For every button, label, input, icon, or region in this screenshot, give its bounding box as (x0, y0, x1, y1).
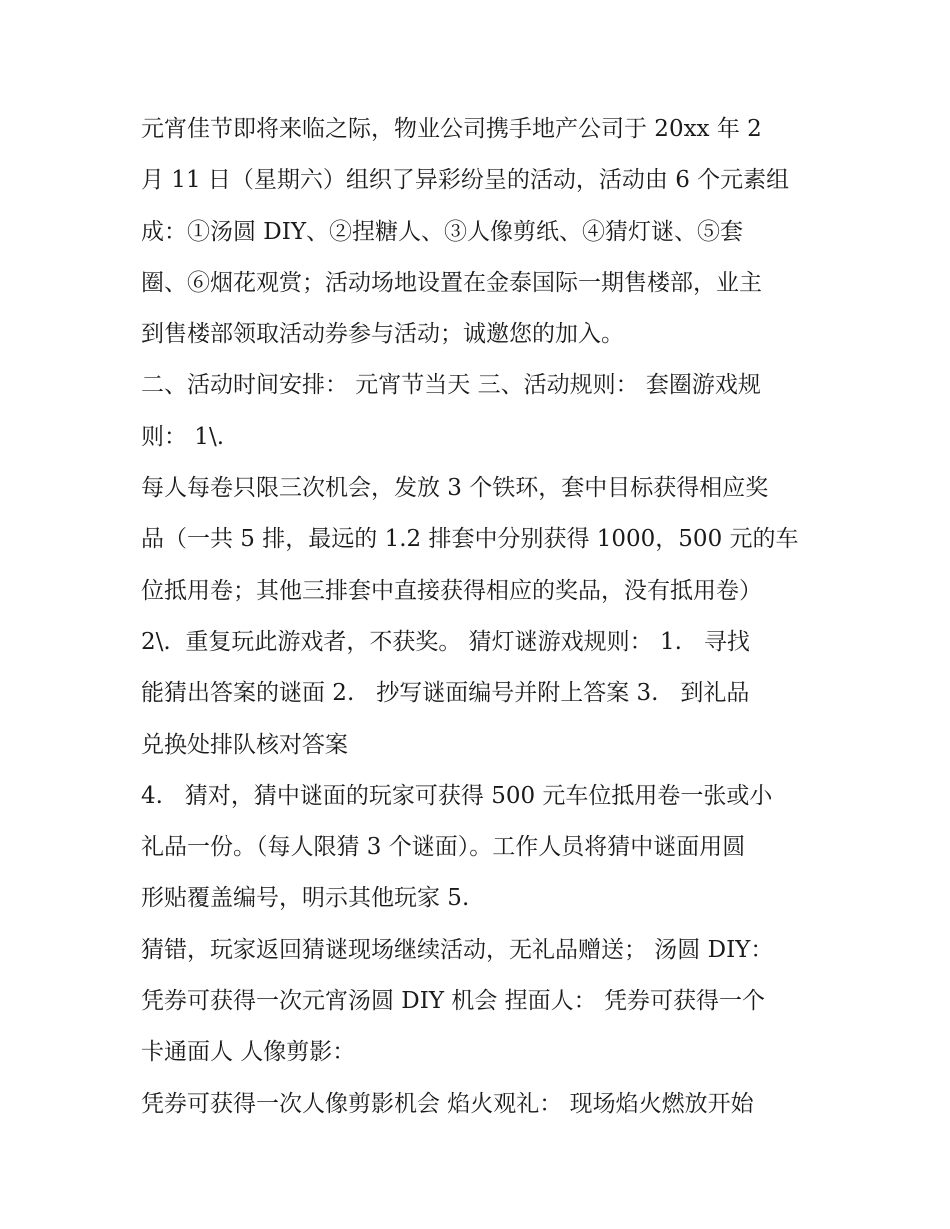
text-line: 二、活动时间安排： 元宵节当天 三、活动规则： 套圈游戏规 (141, 372, 761, 399)
text-line: 品（一共 5 排，最远的 1.2 排套中分别获得 1000，500 元的车 (141, 526, 799, 553)
text-line: 月 11 日（星期六）组织了异彩纷呈的活动，活动由 6 个元素组 (141, 167, 790, 194)
text-line: 能猜出答案的谜面 2. 抄写谜面编号并附上答案 3. 到礼品 (141, 680, 750, 707)
text-line: 成：①汤圆 DIY、②捏糖人、③人像剪纸、④猜灯谜、⑤套 (141, 218, 744, 245)
text-line: 兑换处排队核对答案 (141, 731, 348, 758)
text-line: 2\. 重复玩此游戏者，不获奖。 猜灯谜游戏规则： 1. 寻找 (141, 628, 750, 655)
text-line: 礼品一份。（每人限猜 3 个谜面）。工作人员将猜中谜面用圆 (141, 834, 746, 861)
text-line: 元宵佳节即将来临之际，物业公司携手地产公司于 20xx 年 2 (141, 116, 762, 142)
text-line: 位抵用卷；其他三排套中直接获得相应的奖品，没有抵用卷） (141, 577, 762, 604)
text-line: 则： 1\. (141, 423, 225, 450)
text-line: 卡通面人 人像剪影： (141, 1039, 356, 1066)
text-line: 圈、⑥烟花观赏；活动场地设置在金泰国际一期售楼部，业主 (141, 269, 762, 296)
text-line: 凭券可获得一次元宵汤圆 DIY 机会 捏面人： 凭券可获得一个 (141, 988, 765, 1015)
text-line: 凭券可获得一次人像剪影机会 焰火观礼： 现场焰火燃放开始 (141, 1090, 754, 1117)
text-line: 每人每卷只限三次机会，发放 3 个铁环，套中目标获得相应奖 (141, 475, 769, 502)
text-line: 到售楼部领取活动券参与活动；诚邀您的加入。 (141, 321, 624, 348)
text-line: 形贴覆盖编号，明示其他玩家 5. (141, 885, 470, 912)
text-line: 4. 猜对，猜中谜面的玩家可获得 500 元车位抵用卷一张或小 (141, 782, 773, 809)
text-line: 猜错，玩家返回猜谜现场继续活动，无礼品赠送； 汤圆 DIY： (141, 936, 774, 963)
document-body (141, 104, 821, 1130)
